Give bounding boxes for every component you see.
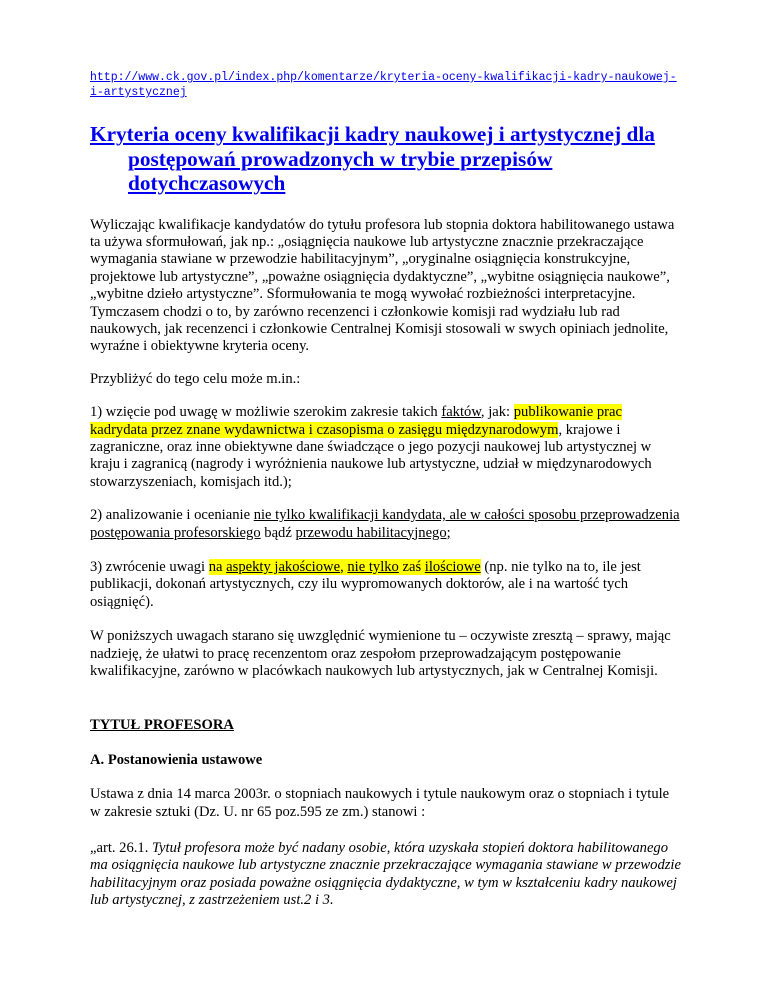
item3-highlight-na: na — [208, 559, 227, 575]
intro-paragraph: Wyliczając kwalifikacje kandydatów do tytułu profesora lub stopnia doktora habilitowanego ustawa ta używa sformułowań, jak np.: „osiągnięcia naukowe lub artystyczne znacznie przekraczające wymagania stawiane w przewodzie habilitacyjnym”, „oryginalne osiągnięcia konstrukcyjne, projektowe lub artystyczne”, „poważne osiągnięcia dydaktyczne”, „wybitne osiągnięcia naukowe”, „wybitne dzieło artystyczne”. Sformułowania te mogą wywołać rozbieżności interpretacyjne. Tymczasem chodzi o to, by zarówno recenzenci i członkowie komisji rad wydziału lub rad naukowych, jak recenzenci i członkowie Centralnej Komisji stosowali w swych opiniach jednolite, wyraźne i obiektywne kryteria oceny. — [90, 216, 675, 355]
item1-highlight: publikowanie prac kadrydata przez znane wydawnictwa i czasopisma o zasięgu międzynarodowym — [90, 404, 622, 438]
law-reference-paragraph: Ustawa z dnia 14 marca 2003r. o stopniach naukowych i tytule naukowym oraz o stopniach i tytule w zakresie sztuki (Dz. U. nr 65 poz.595 ze zm.) stanowi : — [90, 786, 670, 820]
subsection-heading: A. Postanowienia ustawowe — [90, 751, 263, 768]
criterion-item-2 — [90, 507, 682, 542]
item3-but: zaś — [398, 559, 425, 575]
item1-text-c: , jak: — [480, 404, 514, 421]
item1-facts-underlined: faktów — [441, 404, 481, 421]
item1-text-a: 1) wzięcie pod uwagę w możliwie szerokim zakresie takich — [90, 404, 442, 421]
law-quote-paragraph — [90, 840, 682, 910]
section-heading: TYTUŁ PROFESORA — [90, 717, 234, 734]
source-url-link[interactable]: http://www.ck.gov.pl/index.php/komentarze/kryteria-oceny-kwalifikacji-kadry-naukowej-i-artystycznej — [90, 71, 677, 99]
item3-comma: , — [340, 559, 348, 575]
item3-not-only: nie tylko — [347, 559, 399, 575]
item3-quantitative: ilościowe — [424, 559, 481, 575]
item2-underlined-phrase: nie tylko kwalifikacji kandydata, ale w całości sposobu przeprowadzenia postępowania profesorskiego — [90, 507, 680, 541]
intro-lead-paragraph: Przybliżyć do tego celu może m.in.: — [90, 370, 301, 387]
item3-text-h: (np. nie tylko na to, ile jest publikacji, dokonań artystycznych, czy ilu wypromowanych doktorów, ale i na wartość tych osiągnięć). — [90, 559, 641, 610]
item2-text-a: 2) analizowanie i ocenianie — [90, 507, 254, 524]
criterion-item-3 — [90, 559, 682, 611]
closing-paragraph: W poniższych uwagach starano się uwzględnić wymienione tu – oczywiste zresztą – sprawy, mając nadzieję, że ułatwi to pracę recenzentom oraz zespołom przeprowadzającym postępowanie kwalifikacyjne, zarówno w placówkach naukowych lub artystycznych, jak w Centralnej Komisji. — [90, 628, 671, 680]
criterion-item-1 — [90, 404, 682, 491]
law-quote-prefix: „art. 26.1. — [90, 840, 153, 857]
item3-quality-aspects: aspekty jakościowe — [226, 559, 341, 575]
item3-text-a: 3) zwrócenie uwagi — [90, 559, 209, 575]
law-quote-text: Tytuł profesora może być nadany osobie, która uzyskała stopień doktora habilitowanego ma osiągnięcia naukowe lub artystyczne znacznie przekraczające wymagania stawiane w przewodzie habilitacyjnym oraz posiada poważne osiągnięcia dydaktyczne, w tym w kształceniu kadry naukowej lub artystycznej, z zastrzeżeniem ust.2 i 3. — [90, 840, 681, 909]
document-page — [90, 70, 682, 910]
item1-text-e: , krajowe i zagraniczne, oraz inne obiektywne dane świadczące o jego pozycji naukowej lub artystycznej w kraju i zagranicą (nagrody i wyróżnienia naukowe lub artystyczne, udział w międzynarodowych stowarzyszeniach, komisjach itd.); — [90, 421, 652, 490]
item2-underlined-habilitation: przewodu habilitacyjnego; — [295, 524, 451, 541]
item3-highlight — [209, 559, 481, 575]
item2-text-c: bądź — [260, 524, 296, 541]
document-title-link[interactable]: Kryteria oceny kwalifikacji kadry naukowej i artystycznej dla postępowań prowadzonych w trybie przepisów dotychczasowych — [90, 122, 655, 195]
